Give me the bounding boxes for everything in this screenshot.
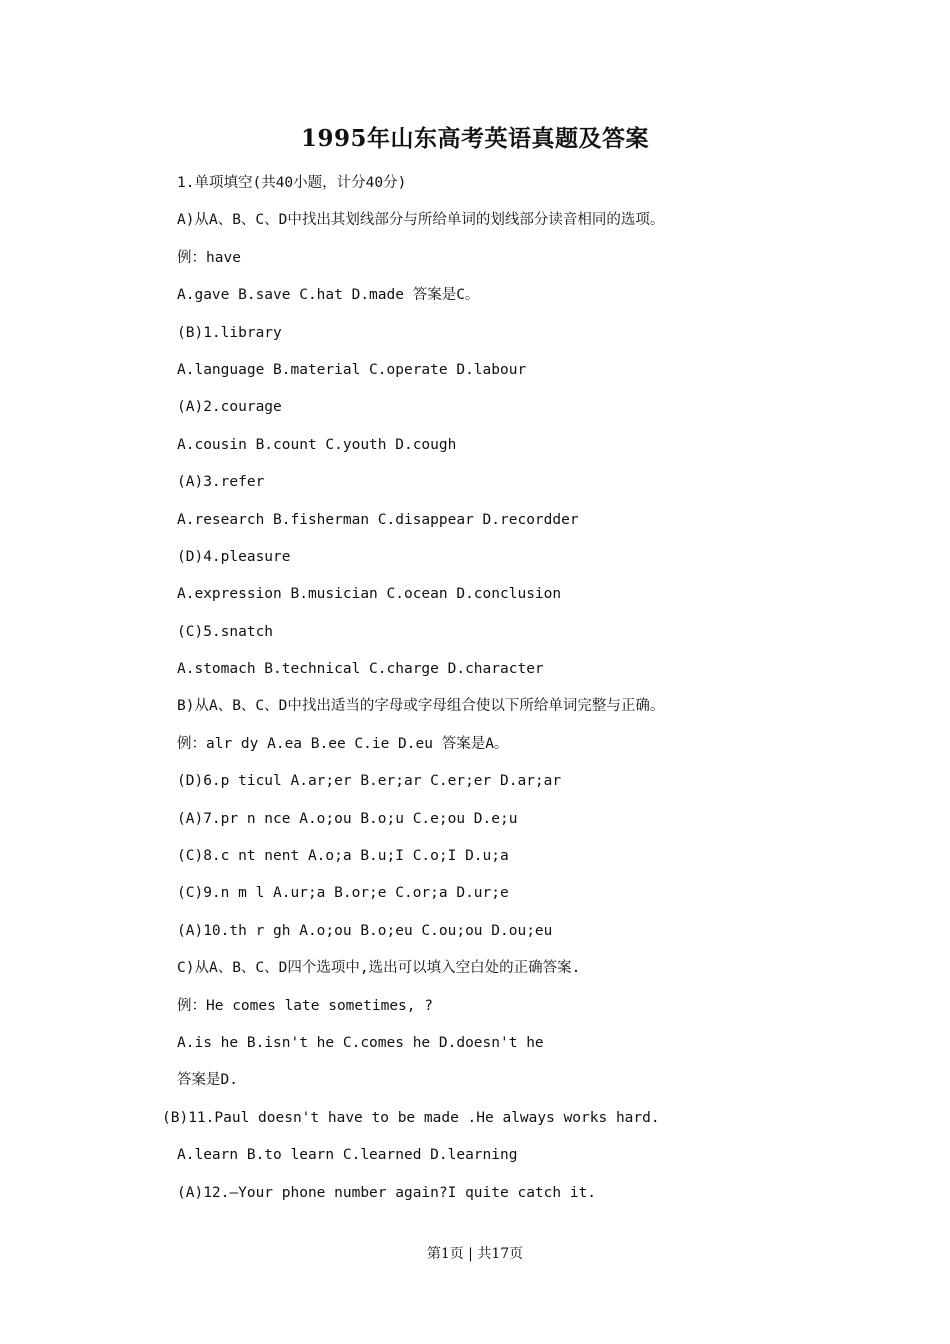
text-line: 例：He comes late sometimes, ?	[177, 997, 433, 1014]
text-line: A.is he B.isn't he C.comes he D.doesn't he	[177, 1034, 544, 1051]
text-line: A.research B.fisherman C.disappear D.recordder	[177, 511, 579, 528]
text-line: 1.单项填空(共40小题，计分40分)	[177, 175, 407, 191]
text-line: (A)7.pr n nce A.o;ou B.o;u C.e;ou D.e;u	[177, 810, 518, 827]
text-line: (A)10.th r gh A.o;ou B.o;eu C.ou;ou D.ou;eu	[177, 922, 553, 939]
text-line: (C)5.snatch	[177, 623, 274, 640]
text-line: (A)12.—Your phone number again?I quite catch it.	[177, 1184, 597, 1201]
text-line: A.gave B.save C.hat D.made 答案是C。	[177, 287, 480, 304]
page-title: 1995年山东高考英语真题及答案	[300, 125, 649, 152]
text-line: (A)3.refer	[177, 474, 265, 491]
page-footer: 第1页 | 共17页	[426, 1246, 524, 1262]
text-line: (B)11.Paul doesn't have to be made .He always works hard.	[162, 1109, 660, 1126]
text-line: (D)4.pleasure	[177, 548, 291, 565]
text-line: A.stomach B.technical C.charge D.character	[177, 661, 544, 678]
text-line: (B)1.library	[177, 324, 282, 341]
text-line: A.cousin B.count C.youth D.cough	[177, 436, 457, 453]
text-line: 例：have	[177, 249, 241, 266]
text-line: 例：alr dy A.ea B.ee C.ie D.eu 答案是A。	[177, 735, 509, 752]
text-line: (D)6.p ticul A.ar;er B.er;ar C.er;er D.ar;ar	[177, 773, 562, 790]
text-line: 答案是D.	[177, 1072, 238, 1089]
body-text	[0, 170, 950, 1217]
text-line: B)从A、B、C、D中找出适当的字母或字母组合使以下所给单词完整与正确。	[177, 698, 665, 715]
text-line: (A)2.courage	[177, 399, 282, 416]
text-line: A)从A、B、C、D中找出其划线部分与所给单词的划线部分读音相同的选项。	[177, 212, 665, 229]
text-line: A.language B.material C.operate D.labour	[177, 361, 527, 378]
text-line: A.learn B.to learn C.learned D.learning	[177, 1147, 518, 1164]
text-line: (C)9.n m l A.ur;a B.or;e C.or;a D.ur;e	[177, 885, 509, 902]
text-line: A.expression B.musician C.ocean D.conclusion	[177, 586, 562, 603]
text-line: C)从A、B、C、D四个选项中,选出可以填入空白处的正确答案.	[177, 960, 581, 977]
text-line: (C)8.c nt nent A.o;a B.u;I C.o;I D.u;a	[177, 848, 509, 865]
